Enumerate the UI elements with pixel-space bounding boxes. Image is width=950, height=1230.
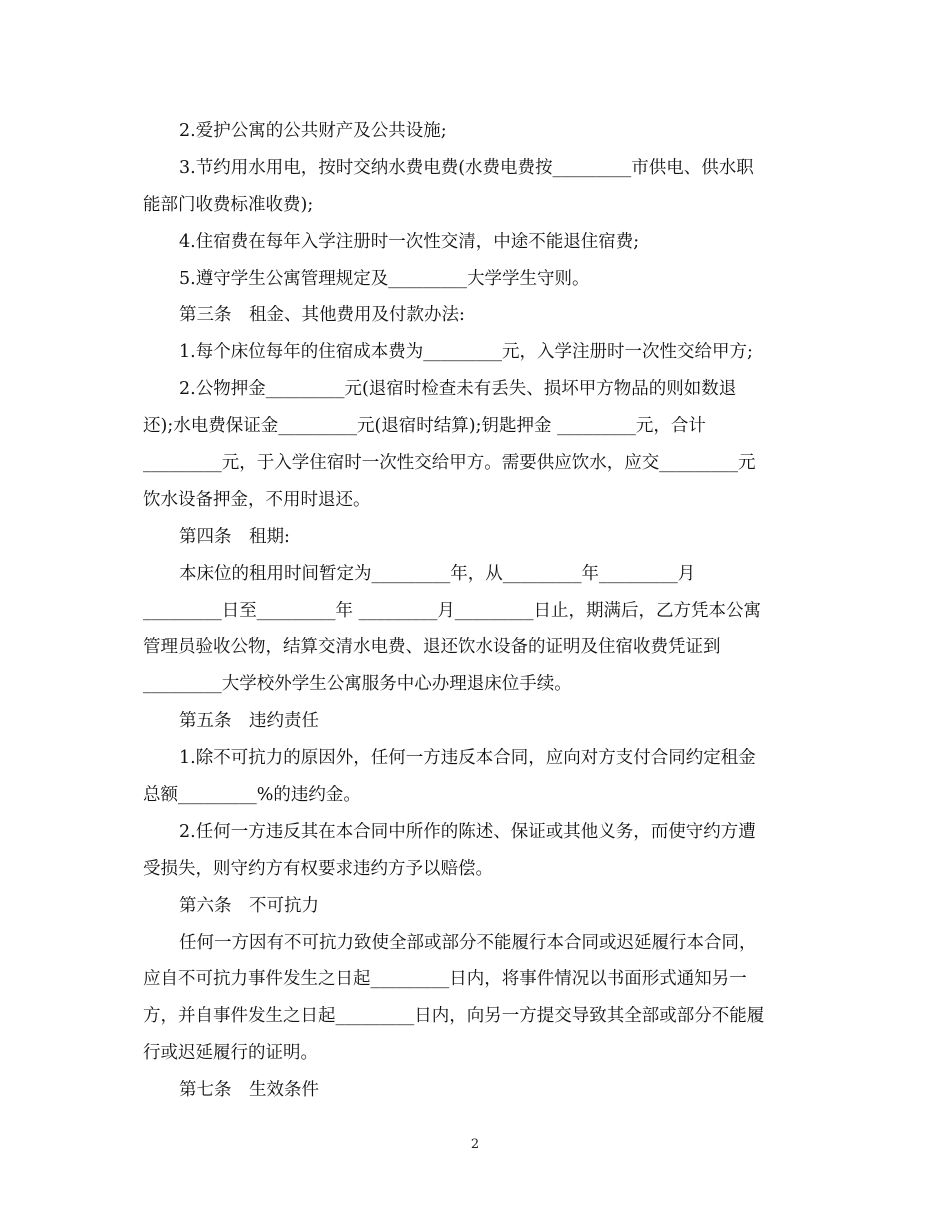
text-line: 本床位的租用时间暂定为_________年，从_________年_________月: [179, 563, 696, 584]
text-line: _________元，于入学住宿时一次性交给甲方。需要供应饮水，应交_________元: [143, 453, 756, 474]
text-line: _________大学校外学生公寓服务中心办理退床位手续。: [143, 674, 572, 695]
text-line: 2.任何一方违反其在本合同中所作的陈述、保证或其他义务，而使守约方遭: [179, 821, 756, 842]
text-line: 应自不可抗力事件发生之日起_________日内，将事件情况以书面形式通知另一: [143, 969, 747, 990]
text-line: 第六条 不可抗力: [179, 895, 319, 916]
page-number: 2: [470, 1137, 480, 1152]
text-line: 第四条 租期:: [179, 526, 290, 547]
text-line: _________日至_________年 _________月_________日止，期满后，乙方凭本公寓: [143, 600, 762, 621]
text-line: 1.除不可抗力的原因外，任何一方违反本合同，应向对方支付合同约定租金: [179, 748, 756, 769]
text-line: 方，并自事件发生之日起_________日内，向另一方提交导致其全部或部分不能履: [143, 1006, 765, 1027]
text-line: 第五条 违约责任: [179, 711, 319, 732]
text-line: 2.爱护公寓的公共财产及公共设施;: [179, 121, 447, 141]
text-line: 4.住宿费在每年入学注册时一次性交清，中途不能退住宿费;: [179, 231, 640, 252]
text-line: 管理员验收公物，结算交清水电费、退还饮水设备的证明及住宿收费凭证到: [143, 637, 721, 658]
text-line: 第三条 租金、其他费用及付款办法:: [179, 305, 465, 326]
text-line: 饮水设备押金，不用时退还。: [143, 489, 371, 510]
text-line: 总额_________%的违约金。: [143, 785, 361, 806]
text-line: 第七条 生效条件: [179, 1080, 319, 1101]
text-line: 受损失，则守约方有权要求违约方予以赔偿。: [143, 858, 493, 879]
text-line: 任何一方因有不可抗力致使全部或部分不能履行本合同或迟延履行本合同，: [179, 932, 757, 953]
document-body: [143, 113, 811, 1109]
text-line: 能部门收费标准收费);: [143, 194, 314, 215]
text-line: 5.遵守学生公寓管理规定及_________大学学生守则。: [179, 268, 590, 289]
text-line: 2.公物押金_________元(退宿时检查未有丢失、损坏甲方物品的则如数退: [179, 379, 737, 400]
text-line: 1.每个床位每年的住宿成本费为_________元，入学注册时一次性交给甲方;: [179, 342, 753, 363]
text-line: 还);水电费保证金_________元(退宿时结算);钥匙押金 _________元，合计: [143, 416, 706, 437]
text-line: 行或迟延履行的证明。: [143, 1043, 318, 1064]
text-line: 3.节约用水用电，按时交纳水费电费(水费电费按_________市供电、供水职: [179, 157, 754, 178]
